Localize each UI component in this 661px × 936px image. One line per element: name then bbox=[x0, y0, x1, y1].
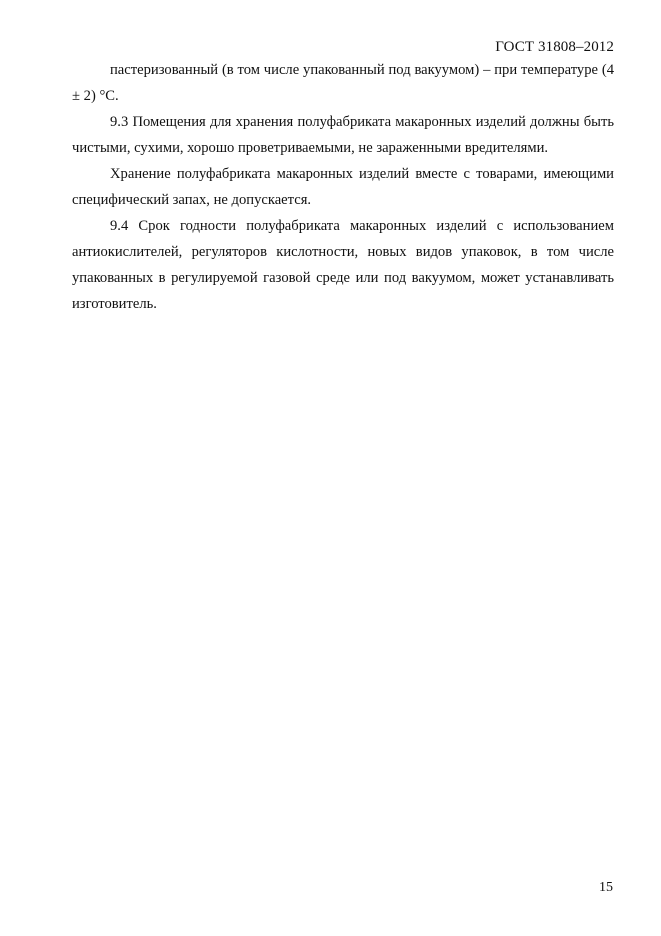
paragraph-storage-with-odorous-goods: Хранение полуфабриката макаронных изделий вместе с товарами, имеющими специфический запах, не допускается. bbox=[72, 166, 614, 208]
document-code-header: ГОСТ 31808–2012 bbox=[495, 39, 614, 55]
paragraph-9-3-storage-premises: 9.3 Помещения для хранения полуфабриката макаронных изделий должны быть чистыми, сухими, хорошо проветриваемыми, не зараженными вредителями. bbox=[72, 114, 614, 156]
page-number: 15 bbox=[599, 880, 613, 895]
paragraph-storage-temperature-continued: пастеризованный (в том числе упакованный под вакуумом) – при температуре (4 ± 2) °С. bbox=[72, 62, 614, 104]
paragraph-9-4-shelf-life: 9.4 Срок годности полуфабриката макаронных изделий с использованием антиокислителей, регуляторов кислотности, новых видов упаковок, в том числе упакованных в регулируемой газовой среде или под вакуумом, может устанавливать изготовитель. bbox=[72, 218, 614, 312]
document-body bbox=[72, 57, 614, 317]
